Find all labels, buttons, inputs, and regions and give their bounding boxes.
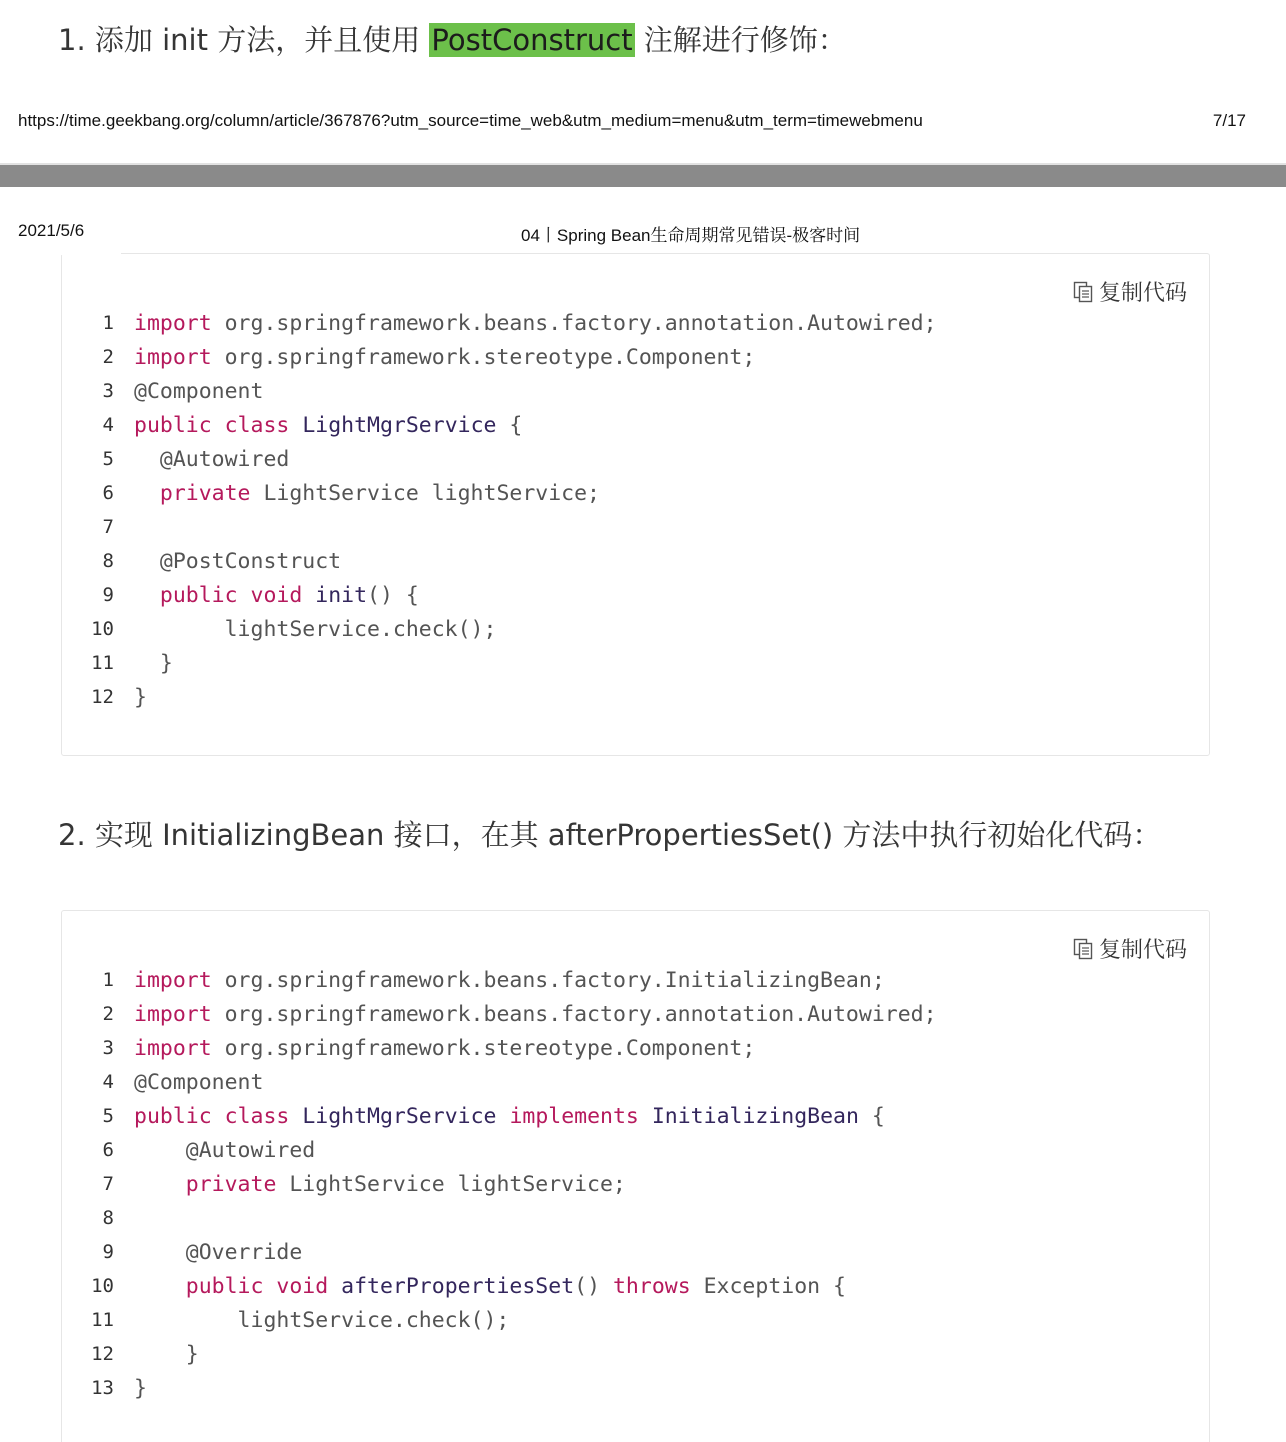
code-text [134, 379, 263, 404]
code-identifier: afterPropertiesSet [341, 1273, 575, 1299]
code-token [134, 515, 147, 540]
code-text [134, 549, 341, 574]
code-token [212, 413, 225, 438]
code-line [62, 1269, 1209, 1303]
line-number: 1 [102, 969, 114, 991]
code-text [134, 345, 755, 370]
code-token: LightService lightService; [276, 1171, 626, 1197]
print-footer-url: https://time.geekbang.org/column/article/367876?utm_source=time_web&utm_medium=menu&utm_term=timewebmenu [18, 111, 923, 130]
code-keyword: implements [509, 1103, 639, 1129]
code-line [62, 442, 1209, 476]
line-number: 3 [102, 380, 114, 402]
code-keyword: import [134, 967, 212, 993]
code-identifier: LightMgrService [302, 1103, 497, 1129]
code-text [134, 1376, 147, 1401]
code-identifier: LightMgrService [302, 412, 497, 438]
code-keyword: private [185, 1171, 277, 1197]
line-number: 8 [102, 550, 114, 572]
code-keyword: public [134, 412, 212, 438]
code-token: () { [367, 582, 419, 608]
code-token [263, 1274, 276, 1299]
code-line [62, 997, 1209, 1031]
code-text [134, 413, 522, 438]
line-number: 13 [91, 1377, 114, 1399]
code-token [639, 1104, 652, 1129]
code-line [62, 408, 1209, 442]
code-token [238, 583, 251, 608]
code-token [134, 1274, 186, 1299]
line-number: 5 [102, 1105, 114, 1127]
code-token: Exception { [690, 1273, 846, 1299]
code-keyword: void [276, 1273, 329, 1299]
line-number: 8 [102, 1207, 114, 1229]
code-token: @Component [134, 1069, 264, 1095]
print-header-title: 04丨Spring Bean生命周期常见错误-极客时间 [521, 226, 861, 245]
code-line [62, 1099, 1209, 1133]
code-keyword: public [134, 1103, 212, 1129]
line-number: 7 [102, 516, 114, 538]
code-token: () [574, 1273, 613, 1299]
code-text [134, 1104, 885, 1129]
copy-icon [1073, 938, 1093, 960]
line-number: 7 [102, 1173, 114, 1195]
code-token: @Autowired [134, 446, 290, 472]
heading-1-suffix: 注解进行修饰： [634, 23, 847, 57]
code-text [134, 481, 600, 506]
code-token: @Override [134, 1239, 303, 1265]
code-text [134, 1070, 263, 1095]
line-number: 5 [102, 448, 114, 470]
code-text [134, 1274, 846, 1299]
code-token [134, 481, 160, 506]
code-line [62, 963, 1209, 997]
page-break-notch [61, 253, 121, 255]
code-text [134, 651, 173, 676]
code-token [496, 1104, 509, 1129]
code-text [134, 968, 885, 993]
code-text [134, 1342, 199, 1367]
code-token: } [134, 1375, 147, 1401]
code-line [62, 1167, 1209, 1201]
code-text [134, 685, 147, 710]
code-token [302, 583, 315, 608]
line-number: 6 [102, 482, 114, 504]
code-text [134, 1240, 302, 1265]
code-line [62, 340, 1209, 374]
code-text [134, 1138, 315, 1163]
code-keyword: public [159, 582, 238, 608]
highlighted-term: PostConstruct [431, 23, 633, 57]
code-token [328, 1274, 341, 1299]
code-identifier: InitializingBean [651, 1103, 859, 1129]
line-number: 12 [91, 686, 114, 708]
code-keyword: public [185, 1273, 264, 1299]
code-keyword: import [134, 310, 212, 336]
code-line [62, 306, 1209, 340]
code-identifier: init [315, 582, 368, 608]
copy-code-label: 复制代码 [1098, 281, 1187, 306]
section-heading-1 [58, 18, 847, 62]
code-text [134, 1308, 509, 1333]
code-token: lightService.check(); [134, 616, 497, 642]
code-token: org.springframework.beans.factory.annotation.Autowired; [211, 1001, 937, 1027]
code-line [62, 578, 1209, 612]
code-text [134, 1002, 937, 1027]
code-token [212, 1104, 225, 1129]
line-number: 11 [91, 652, 114, 674]
line-number: 2 [102, 1003, 114, 1025]
code-text [134, 515, 147, 540]
code-token: org.springframework.beans.factory.annotation.Autowired; [211, 310, 937, 336]
code-lines [62, 306, 1209, 714]
code-token: @Component [134, 378, 264, 404]
code-text [134, 1206, 147, 1231]
code-keyword: class [224, 1103, 290, 1129]
line-number: 4 [102, 414, 114, 436]
code-line [62, 1065, 1209, 1099]
code-keyword: class [224, 412, 290, 438]
line-number: 9 [102, 1241, 114, 1263]
code-token [289, 1104, 302, 1129]
code-text [134, 311, 937, 336]
code-line [62, 646, 1209, 680]
line-number: 12 [91, 1343, 114, 1365]
line-number: 3 [102, 1037, 114, 1059]
line-number: 1 [102, 312, 114, 334]
copy-code-label: 复制代码 [1098, 938, 1187, 963]
code-token [134, 583, 160, 608]
copy-code-button[interactable] [1073, 276, 1187, 307]
code-keyword: import [134, 1035, 212, 1061]
code-token: org.springframework.stereotype.Component; [211, 344, 756, 370]
code-line [62, 1371, 1209, 1405]
code-line [62, 680, 1209, 714]
code-token: } [134, 650, 173, 676]
line-number: 10 [91, 618, 114, 640]
code-token [134, 1172, 186, 1197]
print-header-date: 2021/5/6 [18, 221, 85, 240]
code-line [62, 1337, 1209, 1371]
code-keyword: import [134, 1001, 212, 1027]
code-text [134, 1172, 626, 1197]
line-number: 9 [102, 584, 114, 606]
code-line [62, 510, 1209, 544]
copy-code-button[interactable] [1073, 933, 1187, 964]
code-token: { [496, 412, 523, 438]
code-block-1 [61, 253, 1210, 756]
code-token: { [858, 1103, 885, 1129]
code-text [134, 583, 419, 608]
print-page-number: 7/17 [1212, 111, 1246, 130]
code-line [62, 374, 1209, 408]
code-line [62, 1133, 1209, 1167]
code-line [62, 612, 1209, 646]
code-block-2 [61, 910, 1210, 1442]
code-line [62, 476, 1209, 510]
code-text [134, 447, 289, 472]
line-number: 10 [91, 1275, 114, 1297]
line-number: 11 [91, 1309, 114, 1331]
code-token: LightService lightService; [250, 480, 600, 506]
code-token: } [134, 1341, 199, 1367]
line-number: 4 [102, 1071, 114, 1093]
section-heading-2: 2. 实现 InitializingBean 接口，在其 afterPropertiesSet() 方法中执行初始化代码： [58, 818, 1162, 852]
code-token: @Autowired [134, 1137, 316, 1163]
code-token: lightService.check(); [134, 1307, 510, 1333]
code-line [62, 1235, 1209, 1269]
code-text [134, 1036, 755, 1061]
code-keyword: import [134, 344, 212, 370]
code-token [134, 1206, 147, 1231]
code-lines [62, 963, 1209, 1405]
code-keyword: void [250, 582, 303, 608]
code-line [62, 544, 1209, 578]
code-token [289, 413, 302, 438]
code-line [62, 1303, 1209, 1337]
code-line [62, 1201, 1209, 1235]
code-token: org.springframework.stereotype.Component; [211, 1035, 756, 1061]
code-keyword: private [159, 480, 251, 506]
code-text [134, 617, 496, 642]
copy-icon [1073, 281, 1093, 303]
code-line [62, 1031, 1209, 1065]
page-break [0, 165, 1286, 187]
line-number: 6 [102, 1139, 114, 1161]
code-token: org.springframework.beans.factory.InitializingBean; [211, 967, 885, 993]
code-token: @PostConstruct [134, 548, 342, 574]
line-number: 2 [102, 346, 114, 368]
code-token: } [134, 684, 147, 710]
heading-1-prefix: 1. 添加 init 方法，并且使用 [58, 23, 430, 57]
code-keyword: throws [612, 1273, 691, 1299]
